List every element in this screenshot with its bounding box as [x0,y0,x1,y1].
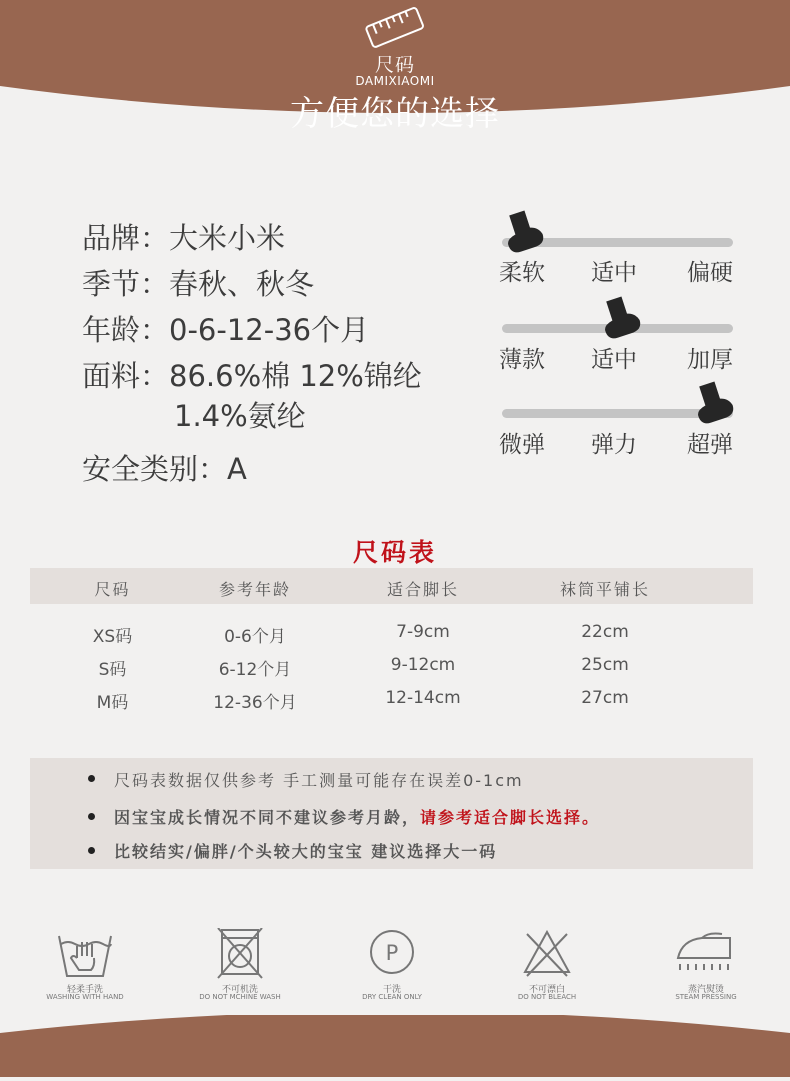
cell-sock-length: 27cm [581,688,629,708]
no-bleach-icon [517,928,577,982]
footer-banner [0,1015,790,1077]
info-season: 季节：春秋、秋冬 [82,267,315,301]
slider-label: 适中 [591,260,637,286]
col-header-age: 参考年龄 [218,580,291,599]
note-foot-length-text: 因宝宝成长情况不同不建议参考月龄， [114,808,421,827]
care-label: 蒸汽熨烫 [687,985,724,995]
sock-marker-icon [691,381,735,425]
svg-text:P: P [385,941,399,965]
cell-size: M码 [96,693,129,713]
cell-age: 12-36个月 [213,693,297,713]
header-title: 尺码 [374,54,415,76]
care-label-en: STEAM PRESSING [675,993,737,1001]
slider-label: 薄款 [499,347,545,373]
bullet [88,775,95,782]
slider-label: 弹力 [591,432,637,458]
care-label-en: WASHING WITH HAND [46,993,124,1001]
info-fabric-cont: 1.4%氨纶 [174,399,306,433]
care-label: 轻柔手洗 [66,985,103,995]
slider-label: 微弹 [499,432,545,458]
slider-label: 超弹 [687,432,733,458]
care-label: 不可漂白 [528,985,565,995]
cell-size: XS码 [92,627,133,647]
cell-foot-length: 9-12cm [390,655,456,675]
slider-label: 偏硬 [687,260,733,286]
cell-sock-length: 22cm [581,622,629,642]
steam-iron-icon [672,928,732,982]
cell-foot-length: 7-9cm [396,622,450,642]
note-size-up: 比较结实/偏胖/个头较大的宝宝 建议选择大一码 [114,842,498,861]
ruler-icon [362,6,430,50]
care-label: 干洗 [382,985,401,995]
note-foot-length-highlight: 请参考适合脚长选择。 [420,808,601,827]
cell-foot-length: 12-14cm [385,688,461,708]
slider-label: 柔软 [499,260,545,286]
care-label-en: DO NOT MCHINE WASH [199,993,281,1001]
slider-label: 适中 [591,347,637,373]
note-foot-length [114,805,600,828]
sock-marker-icon [501,210,545,254]
info-brand: 品牌：大米小米 [82,221,286,255]
info-age: 年龄：0-6-12-36个月 [82,313,370,347]
cell-size: S码 [98,660,127,680]
hand-wash-icon [55,928,115,982]
info-fabric: 面料：86.6%棉 12%锦纶 [82,359,422,393]
slider-label: 加厚 [687,347,733,373]
info-safety: 安全类别：A [82,452,247,486]
header-main-title: 方便您的选择 [290,94,500,134]
cell-age: 0-6个月 [224,627,286,647]
size-chart-title: 尺码表 [352,538,437,567]
no-machine-wash-icon [210,928,270,982]
col-header-size: 尺码 [94,580,131,599]
cell-sock-length: 25cm [581,655,629,675]
care-label: 不可机洗 [221,985,258,995]
sock-marker-icon [598,296,642,340]
note-measurement: 尺码表数据仅供参考 手工测量可能存在误差0-1cm [114,771,524,790]
cell-age: 6-12个月 [218,660,292,680]
dry-clean-icon [362,928,422,982]
bullet [88,847,95,854]
header-subtitle: DAMIXIAOMI [355,74,435,88]
col-header-sock-length: 袜筒平铺长 [559,580,650,599]
col-header-foot-length: 适合脚长 [386,580,459,599]
bullet [88,813,95,820]
care-label-en: DO NOT BLEACH [517,993,577,1001]
care-label-en: DRY CLEAN ONLY [362,993,422,1001]
